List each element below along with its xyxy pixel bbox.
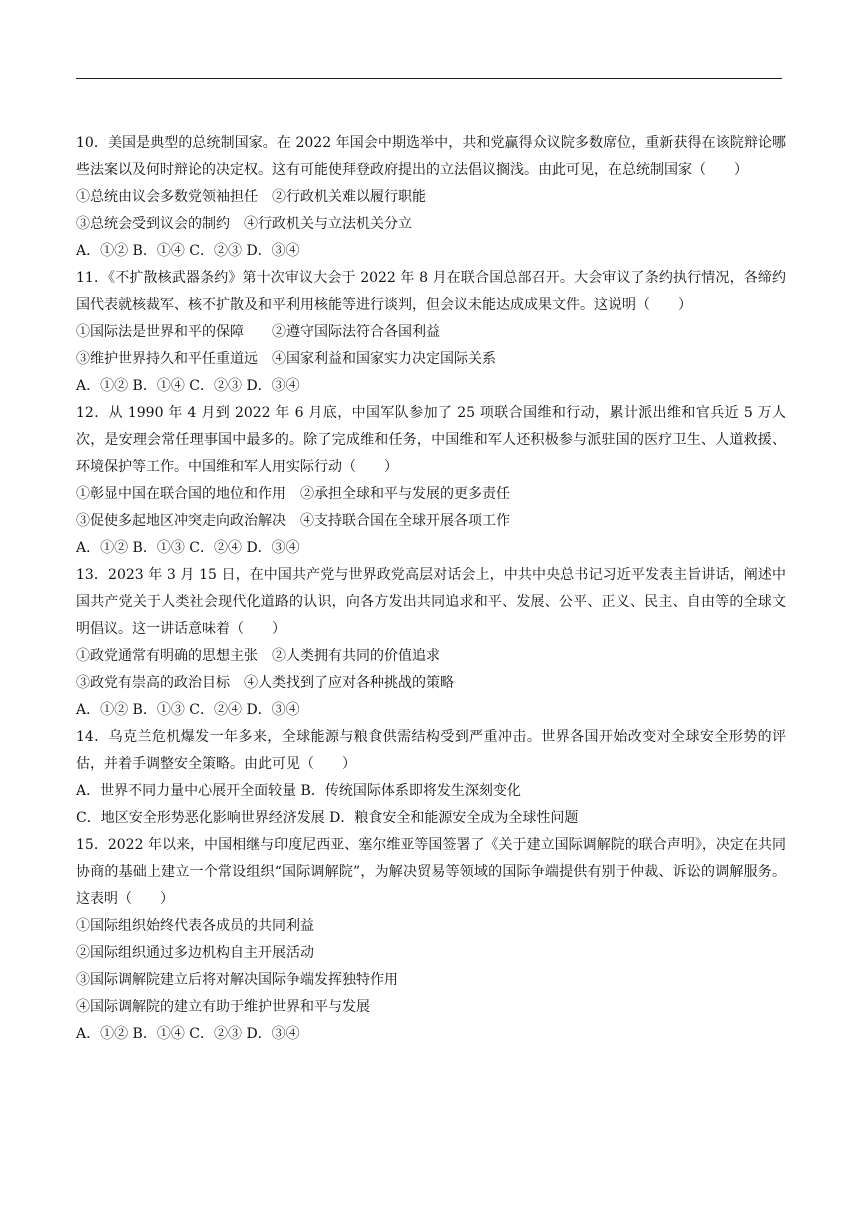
option-line: ③国际调解院建立后将对解决国际争端发挥独特作用	[76, 972, 398, 988]
option-line: ③维护世界持久和平任重道远 ④国家利益和国家实力决定国际关系	[76, 351, 496, 367]
answer-choices: A．①② B．①④ C．②③ D．③④	[76, 378, 300, 394]
question-stem: 10．美国是典型的总统制国家。在 2022 年国会中期选举中，共和党赢得众议院多数席位，重新获得在该院辩论哪些法案以及何时辩论的决定权。这有可能使拜登政府提出的立法倡议搁浅。由此可见，在总统制国家（ ）	[76, 135, 786, 178]
question-stem: 15．2022 年以来，中国相继与印度尼西亚、塞尔维亚等国签署了《关于建立国际调解院的联合声明》，决定在共同协商的基础上建立一个常设组织“国际调解院”，为解决贸易等领域的国际争端提供有别于仲裁、诉讼的调解服务。这表明（ ）	[76, 837, 786, 907]
option-line: ①国际组织始终代表各成员的共同利益	[76, 918, 314, 934]
question-11	[76, 265, 786, 400]
question-13	[76, 562, 786, 724]
option-line: ③总统会受到议会的制约 ④行政机关与立法机关分立	[76, 216, 412, 232]
answer-choices: A．①② B．①④ C．②③ D．③④	[76, 243, 300, 259]
question-12	[76, 400, 786, 562]
question-stem: 11．《不扩散核武器条约》第十次审议大会于 2022 年 8 月在联合国总部召开。大会审议了条约执行情况，各缔约国代表就核裁军、核不扩散及和平利用核能等进行谈判，但会议未能达成成果文件。这说明（ ）	[76, 270, 786, 313]
option-line: ④国际调解院的建立有助于维护世界和平与发展	[76, 999, 370, 1015]
answer-choices: A．世界不同力量中心展开全面较量 B．传统国际体系即将发生深刻变化	[76, 783, 521, 799]
answer-choices: A．①② B．①③ C．②④ D．③④	[76, 702, 300, 718]
option-line: ①国际法是世界和平的保障 ②遵守国际法符合各国利益	[76, 324, 440, 340]
option-line: ②国际组织通过多边机构自主开展活动	[76, 945, 314, 961]
question-10	[76, 130, 786, 265]
answer-choices: C．地区安全形势恶化影响世界经济发展 D．粮食安全和能源安全成为全球性问题	[76, 810, 579, 826]
option-line: ③政党有崇高的政治目标 ④人类找到了应对各种挑战的策略	[76, 675, 454, 691]
option-line: ①彰显中国在联合国的地位和作用 ②承担全球和平与发展的更多责任	[76, 486, 510, 502]
answer-choices: A．①② B．①④ C．②③ D．③④	[76, 1026, 300, 1042]
question-15	[76, 832, 786, 1048]
option-line: ①总统由议会多数党领袖担任 ②行政机关难以履行职能	[76, 189, 426, 205]
answer-choices: A．①② B．①③ C．②④ D．③④	[76, 540, 300, 556]
question-14	[76, 724, 786, 832]
question-list	[76, 130, 786, 1048]
question-stem: 14．乌克兰危机爆发一年多来，全球能源与粮食供需结构受到严重冲击。世界各国开始改变对全球安全形势的评估，并着手调整安全策略。由此可见（ ）	[76, 729, 786, 772]
question-stem: 13．2023 年 3 月 15 日，在中国共产党与世界政党高层对话会上，中共中央总书记习近平发表主旨讲话，阐述中国共产党关于人类社会现代化道路的认识，向各方发出共同追求和平、发展、公平、正义、民主、自由等的全球文明倡议。这一讲话意味着（ ）	[76, 567, 786, 637]
option-line: ③促使多起地区冲突走向政治解决 ④支持联合国在全球开展各项工作	[76, 513, 510, 529]
option-line: ①政党通常有明确的思想主张 ②人类拥有共同的价值追求	[76, 648, 440, 664]
header-rule	[76, 78, 782, 79]
question-stem: 12．从 1990 年 4 月到 2022 年 6 月底，中国军队参加了 25 项联合国维和行动，累计派出维和官兵近 5 万人次，是安理会常任理事国中最多的。除了完成维和任务，中国维和军人还积极参与派驻国的医疗卫生、人道救援、环境保护等工作。中国维和军人用实际行动（ ）	[76, 405, 786, 475]
